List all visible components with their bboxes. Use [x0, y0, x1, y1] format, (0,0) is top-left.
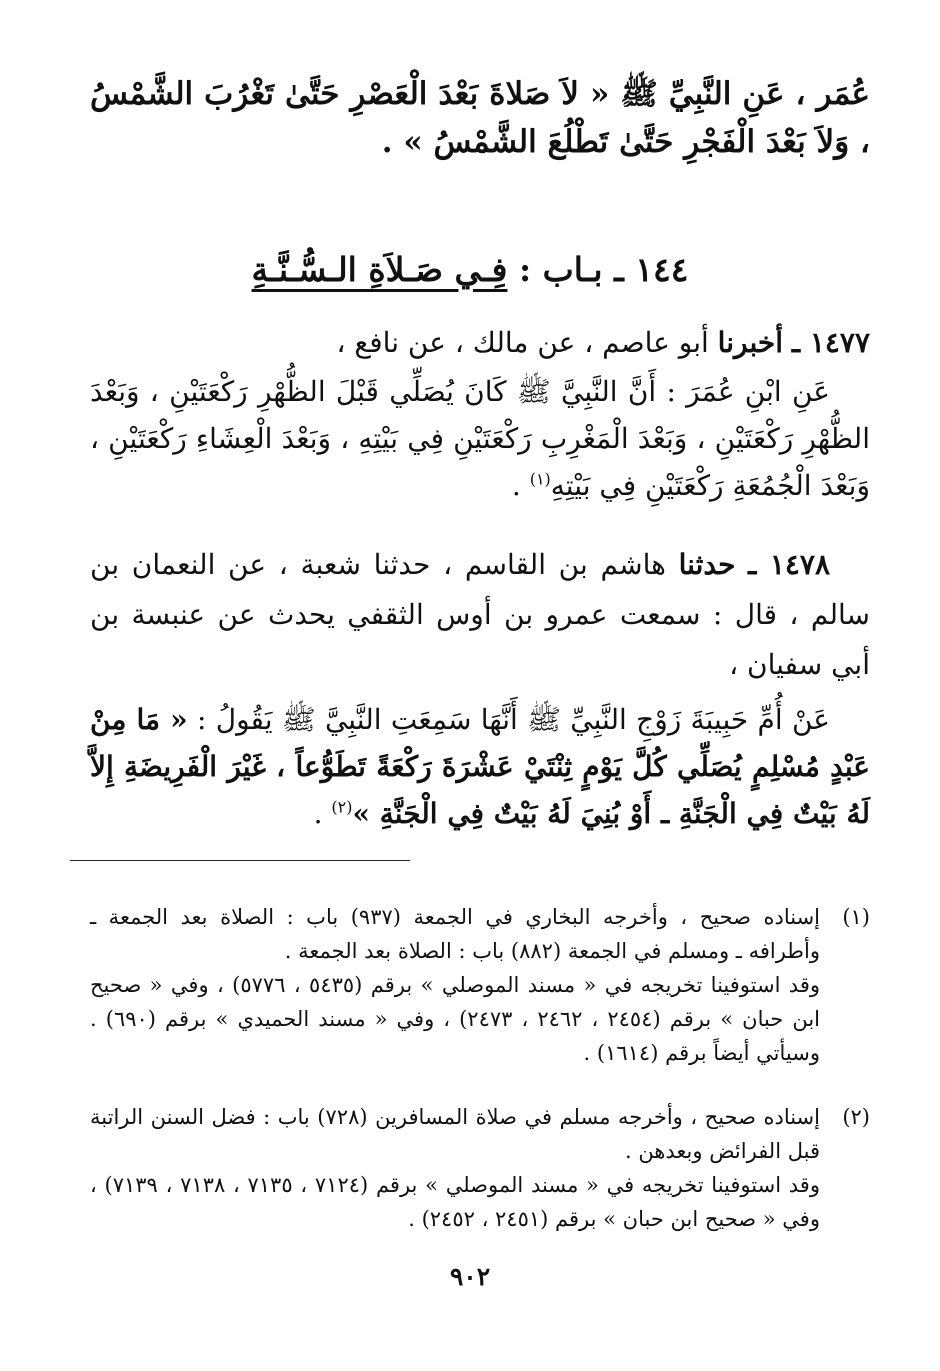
footnote-divider [70, 860, 410, 861]
opening-block [90, 70, 870, 166]
hadith-1478-text-block [90, 696, 870, 837]
hadith-1478-number: ١٤٧٨ ـ [748, 548, 830, 581]
hadith-1478-text: « مَا مِنْ عَبْدٍ مُسْلِمٍ يُصَلِّي كُلَّ يَوْمٍ ثِنْتَيْ عَشْرَةَ رَكْعَةً تَطَوُّعاً ، غَيْرَ الْفَرِيضَةِ إِلاَّ لَهُ بَيْتٌ فِي الْجَنَّةِ ـ أَوْ بُنِيَ لَهُ بَيْتٌ فِي الْجَنَّةِ » [90, 703, 870, 830]
hadith-1477-number: ١٤٧٧ ـ [791, 326, 870, 359]
hadith-1477 [90, 318, 870, 509]
hadith-1477-chain [90, 318, 870, 368]
footnote-ref-1[interactable]: (١) [529, 469, 551, 489]
hadith-1477-verb: أخبرنا [717, 326, 783, 359]
hadith-1478-tail: . [313, 797, 332, 830]
hadith-1477-chain-text: أبو عاصم ، عن مالك ، عن نافع ، [336, 326, 709, 359]
footnote-2 [90, 1100, 870, 1236]
footnote-1-line-1: إسناده صحيح ، وأخرجه البخاري في الجمعة (٩٣٧) باب : الصلاة بعد الجمعة ـ وأطرافه ـ ومسلم في الجمعة (٨٨٢) باب : الصلاة بعد الجمعة . [90, 905, 821, 963]
page-number: ٩٠٢ [449, 1262, 491, 1291]
opening-hadith-text: عُمَر ، عَنِ النَّبِيِّ ﷺ « لاَ صَلاةَ بَعْدَ الْعَصْرِ حَتَّىٰ تَغْرُبَ الشَّمْسُ ، وَلاَ بَعْدَ الْفَجْرِ حَتَّىٰ تَطْلُعَ الشَّمْسُ » . [90, 76, 870, 160]
chapter-title: فِـي صَـلاَةِ الـسُّـنَّـةِ [251, 250, 508, 289]
footnote-ref-2[interactable]: (٢) [331, 797, 353, 817]
chapter-number: ١٤٤ ـ [614, 250, 689, 289]
hadith-1478-intro: عَنْ أُمِّ حَبِيبَةَ زَوْجِ النَّبِيِّ ﷺ أَنَّهَا سَمِعَتِ النَّبِيَّ ﷺ يَقُولُ : [197, 703, 830, 736]
hadith-1477-tail: . [511, 469, 530, 502]
chapter-label: بـاب : [518, 250, 603, 289]
hadith-1478-verb: حدثنا [678, 548, 736, 581]
footnote-2-marker: (٢) [842, 1105, 870, 1129]
hadith-1478-chain [90, 540, 870, 690]
hadith-1478 [90, 540, 870, 837]
hadith-1477-text: عَنِ ابْنِ عُمَرَ : أَنَّ النَّبِيَّ ﷺ كَانَ يُصَلِّي قَبْلَ الظُّهْرِ رَكْعَتَيْنِ ، وَبَعْدَ الظُّهْرِ رَكْعَتَيْنِ ، وَبَعْدَ الْمَغْرِبِ رَكْعَتَيْنِ فِي بَيْتِهِ ، وَبَعْدَ الْعِشَاءِ رَكْعَتَيْنِ ، وَبَعْدَ الْجُمُعَةِ رَكْعَتَيْنِ فِي بَيْتِهِ [90, 375, 870, 502]
footnote-1 [90, 900, 870, 1070]
footnote-1-line-2: وقد استوفينا تخريجه في « مسند الموصلي » برقم (٥٤٣٥ ، ٥٧٧٦) ، وفي « صحيح ابن حبان » برقم (٢٤٥٤ ، ٢٤٦٢ ، ٢٤٧٣) ، وفي « مسند الحميدي » برقم (٦٩٠) . وسيأتي أيضاً برقم (١٦١٤) . [90, 973, 821, 1065]
chapter-heading [0, 250, 940, 289]
footnote-2-line-2: وقد استوفينا تخريجه في « مسند الموصلي » برقم (٧١٢٤ ، ٧١٣٥ ، ٧١٣٨ ، ٧١٣٩) ، وفي « صحيح ابن حبان » برقم (٢٤٥١ ، ٢٤٥٢) . [90, 1173, 820, 1231]
footnote-1-marker: (١) [842, 905, 870, 929]
hadith-1477-text-block [90, 368, 870, 509]
footnote-2-line-1: إسناده صحيح ، وأخرجه مسلم في صلاة المسافرين (٧٢٨) باب : فضل السنن الراتبة قبل الفرائض وبعدهن . [90, 1105, 820, 1163]
hadith-1478-chain-text: هاشم بن القاسم ، حدثنا شعبة ، عن النعمان بن سالم ، قال : سمعت عمرو بن أوس الثقفي يحدث عن عنبسة بن أبي سفيان ، [90, 548, 870, 681]
